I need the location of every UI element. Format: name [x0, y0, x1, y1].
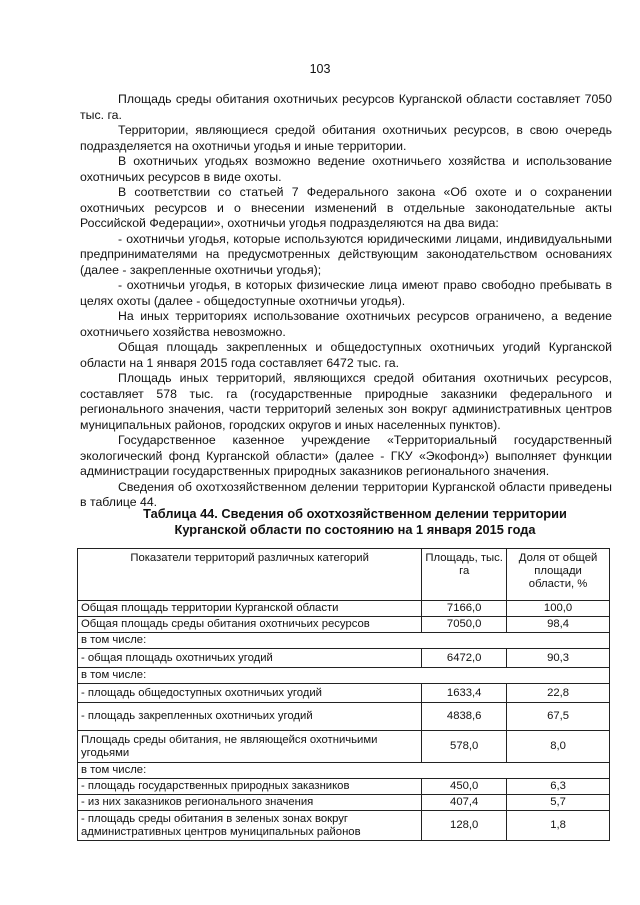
row-label: - площадь государственных природных заказников: [78, 779, 422, 795]
data-table: [77, 548, 610, 841]
paragraph: В соответствии со статьей 7 Федерального закона «Об охоте и о сохранении охотничьих ресурсов и о внесении изменений в отдельные законодательные акты Российской Федерации», охотничьи угодья подразделяются на два вида:: [80, 185, 612, 230]
row-subheading: в том числе:: [78, 633, 610, 649]
header-indicator: Показатели территорий различных категорий: [78, 549, 422, 601]
table-row: [78, 811, 610, 841]
table-caption-line: Таблица 44. Сведения об охотхозяйственном делении территории: [143, 506, 567, 521]
row-area: 407,4: [422, 795, 507, 811]
paragraph: Сведения об охотхозяйственном делении территории Курганской области приведены в таблице 44.: [80, 479, 612, 509]
row-share: 5,7: [507, 795, 610, 811]
header-area: Площадь, тыс. га: [422, 549, 507, 601]
row-label: Площадь среды обитания, не являющейся охотничьими угодьями: [78, 731, 422, 763]
row-label: - из них заказников регионального значения: [78, 795, 422, 811]
paragraph: В охотничьих угодьях возможно ведение охотничьего хозяйства и использование охотничьих ресурсов в виде охоты.: [80, 154, 612, 184]
page-number: 103: [309, 62, 331, 76]
paragraph: Общая площадь закрепленных и общедоступных охотничьих угодий Курганской области на 1 января 2015 года составляет 6472 тыс. га.: [80, 340, 612, 370]
row-share: 6,3: [507, 779, 610, 795]
row-label: - площадь среды обитания в зеленых зонах вокруг административных центров муниципальных районов: [78, 811, 422, 841]
table-header-row: [78, 549, 610, 601]
row-share: 90,3: [507, 649, 610, 668]
row-share: 8,0: [507, 731, 610, 763]
table-row: [78, 795, 610, 811]
row-area: 1633,4: [422, 684, 507, 703]
table-row: [78, 601, 610, 617]
paragraph: Территории, являющиеся средой обитания охотничьих ресурсов, в свою очередь подразделяется на охотничьи угодья и иные территории.: [80, 123, 612, 153]
row-area: 450,0: [422, 779, 507, 795]
table-row: [78, 649, 610, 668]
row-label: - площадь закрепленных охотничьих угодий: [78, 703, 422, 731]
table-row: [78, 684, 610, 703]
row-share: 67,5: [507, 703, 610, 731]
row-share: 22,8: [507, 684, 610, 703]
table-row: [78, 779, 610, 795]
table-row: [78, 633, 610, 649]
row-area: 128,0: [422, 811, 507, 841]
row-share: 98,4: [507, 617, 610, 633]
row-label: Общая площадь территории Курганской области: [78, 601, 422, 617]
paragraph: На иных территориях использование охотничьих ресурсов ограничено, а ведение охотничьего хозяйства невозможно.: [80, 309, 612, 339]
body-text: [80, 92, 612, 511]
row-label: - общая площадь охотничьих угодий: [78, 649, 422, 668]
table-row: [78, 703, 610, 731]
row-subheading: в том числе:: [78, 668, 610, 684]
paragraph: Площадь среды обитания охотничьих ресурсов Курганской области составляет 7050 тыс. га.: [80, 92, 612, 122]
row-area: 7166,0: [422, 601, 507, 617]
paragraph-list-item: - охотничьи угодья, которые используются юридическими лицами, индивидуальными предпринимателями на предусмотренных действующим законодательством основаниях (далее - закрепленные охотничьи угодья);: [80, 231, 612, 277]
row-area: 578,0: [422, 731, 507, 763]
row-share: 100,0: [507, 601, 610, 617]
table-caption: [130, 506, 580, 538]
table-row: [78, 763, 610, 779]
paragraph: Государственное казенное учреждение «Территориальный государственный экологический фонд Курганской области» (далее - ГКУ «Экофонд») выполняет функции администрации государственных природных заказников регионального значения.: [80, 433, 612, 478]
header-share: Доля от общей площади области, %: [507, 549, 610, 601]
table-row: [78, 731, 610, 763]
paragraph: Площадь иных территорий, являющихся средой обитания охотничьих ресурсов, составляет 578 тыс. га (государственные природные заказники федерального и регионального значения, части территорий зеленых зон вокруг административных центров муниципальных районов, городских округов и иных населенных пунктов).: [80, 371, 612, 432]
row-share: 1,8: [507, 811, 610, 841]
table-row: [78, 668, 610, 684]
row-subheading: в том числе:: [78, 763, 610, 779]
row-label: - площадь общедоступных охотничьих угодий: [78, 684, 422, 703]
paragraph-list-item: - охотничьи угодья, в которых физические лица имеют право свободно пребывать в целях охоты (далее - общедоступные охотничьи угодья).: [80, 278, 612, 308]
row-area: 7050,0: [422, 617, 507, 633]
table-caption-line: Курганской области по состоянию на 1 января 2015 года: [174, 522, 536, 537]
row-area: 4838,6: [422, 703, 507, 731]
table-row: [78, 617, 610, 633]
row-area: 6472,0: [422, 649, 507, 668]
row-label: Общая площадь среды обитания охотничьих ресурсов: [78, 617, 422, 633]
